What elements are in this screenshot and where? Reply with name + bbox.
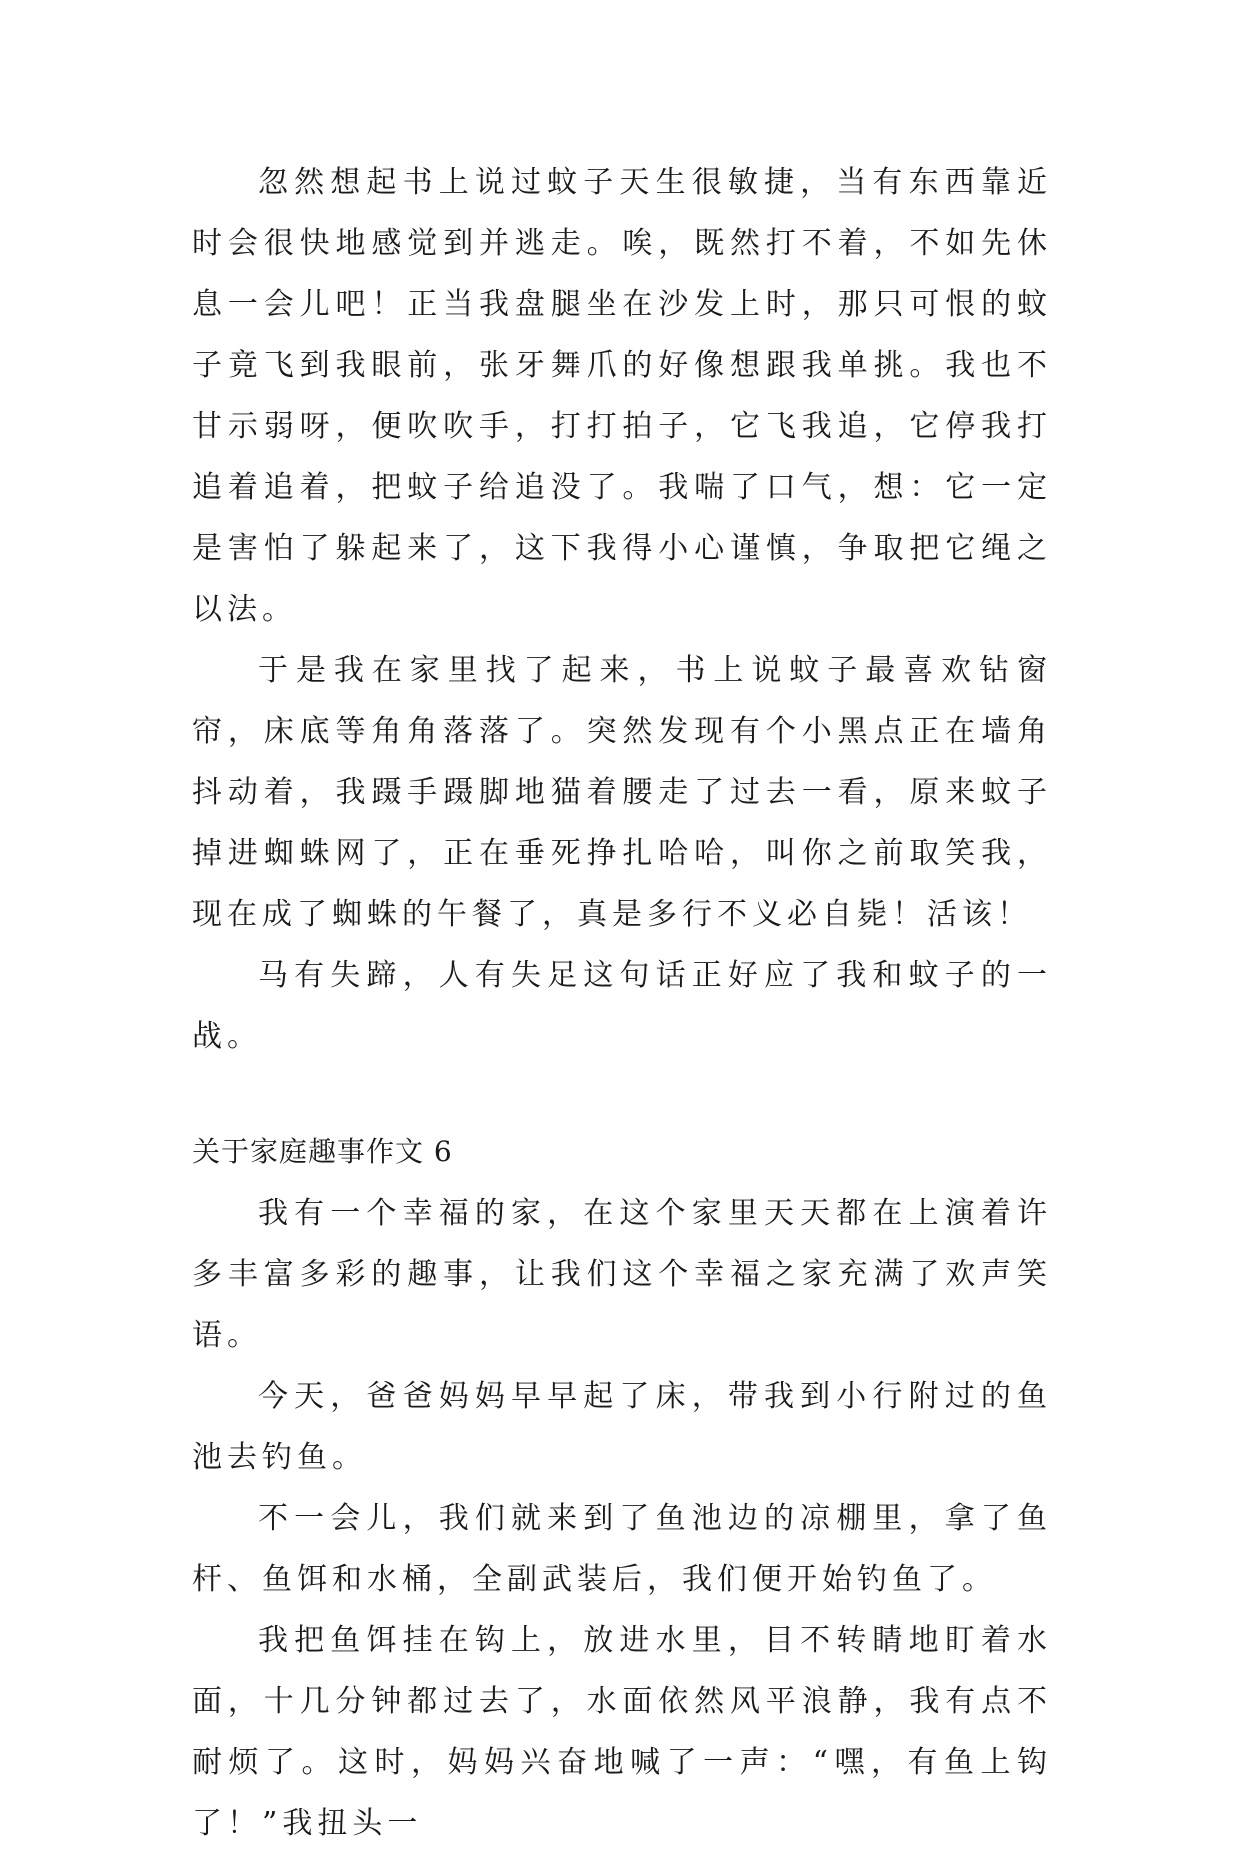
document-body xyxy=(192,152,1052,1854)
paragraph-go-fishing: 今天，爸爸妈妈早早起了床，带我到小行附过的鱼池去钓鱼。 xyxy=(192,1379,1052,1475)
paragraph-happy-family: 我有一个幸福的家，在这个家里天天都在上演着许多丰富多彩的趣事，让我们这个幸福之家充满了欢声笑语。 xyxy=(192,1196,1052,1353)
paragraph-spider-web: 于是我在家里找了起来，书上说蚊子最喜欢钻窗帘，床底等角角落落了。突然发现有个小黑点正在墙角抖动着，我蹑手蹑脚地猫着腰走了过去一看，原来蚊子掉进蜘蛛网了，正在垂死挣扎哈哈，叫你之前取笑我，现在成了蜘蛛的午餐了，真是多行不义必自毙！活该！ xyxy=(192,653,1052,932)
paragraph-waiting: 我把鱼饵挂在钩上，放进水里，目不转睛地盯着水面，十几分钟都过去了，水面依然风平浪静，我有点不耐烦了。这时，妈妈兴奋地喊了一声：“嘿，有鱼上钩了！”我扭头一 xyxy=(192,1623,1052,1841)
paragraph-conclusion: 马有失蹄，人有失足这句话正好应了我和蚊子的一战。 xyxy=(192,958,1052,1054)
section-title: 关于家庭趣事作文 6 xyxy=(192,1135,453,1168)
paragraph-mosquito-escape: 忽然想起书上说过蚊子天生很敏捷，当有东西靠近时会很快地感觉到并逃走。唉，既然打不着，不如先休息一会儿吧！正当我盘腿坐在沙发上时，那只可恨的蚊子竟飞到我眼前，张牙舞爪的好像想跟我单挑。我也不甘示弱呀，便吹吹手，打打拍子，它飞我追，它停我打追着追着，把蚊子给追没了。我喘了口气，想：它一定是害怕了躲起来了，这下我得小心谨慎，争取把它绳之以法。 xyxy=(192,165,1052,627)
paragraph-arrive-pond: 不一会儿，我们就来到了鱼池边的凉棚里，拿了鱼杆、鱼饵和水桶，全副武装后，我们便开始钓鱼了。 xyxy=(192,1501,1052,1597)
